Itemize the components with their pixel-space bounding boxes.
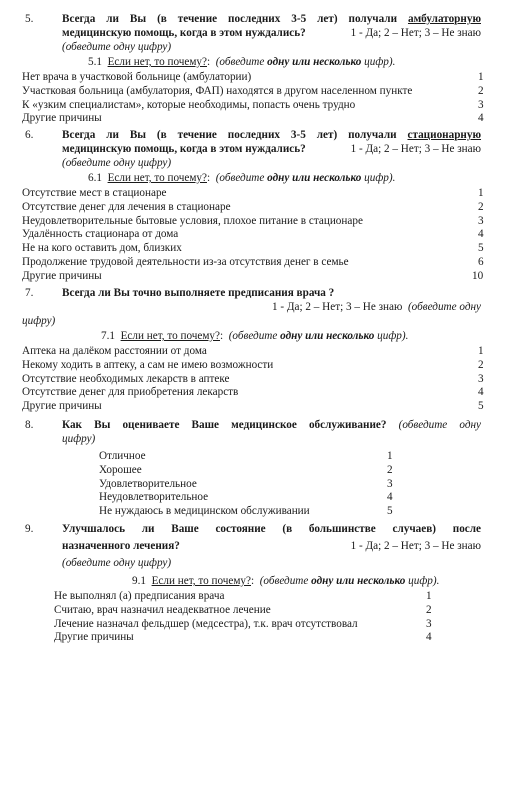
- list-item[interactable]: Нет врача в участковой больнице (амбулатории) 1: [22, 71, 484, 83]
- option-code[interactable]: 2: [478, 358, 484, 371]
- option-list: [0, 589, 507, 644]
- answer-choices: 1 - Да; 2 – Нет; 3 – Не знаю: [350, 143, 481, 155]
- instruction-hint: (обведите одну цифру): [62, 41, 172, 53]
- question-title: Всегда ли Вы (в течение последних 3-5 лет) получали стационарную: [62, 129, 482, 141]
- question-number: 8.: [25, 419, 34, 431]
- instruction-hint: (обведите одну цифру): [62, 557, 172, 569]
- list-item[interactable]: Считаю, врач назначил неадекватное лечение 2: [54, 603, 432, 616]
- option-code[interactable]: 5: [478, 242, 484, 255]
- option-code[interactable]: 3: [426, 617, 432, 630]
- list-item[interactable]: Отсутствие денег для лечения в стационаре 2: [22, 200, 484, 213]
- instruction-hint: (обведите одну: [407, 301, 481, 313]
- option-code[interactable]: 2: [387, 463, 393, 476]
- answer-choices: 1 - Да; 2 – Нет; 3 – Не знаю: [350, 27, 481, 39]
- subquestion-link: Если нет, то почему?: [107, 56, 207, 68]
- subquestion-link: Если нет, то почему?: [107, 172, 207, 184]
- list-item[interactable]: Другие причины 4: [22, 112, 484, 125]
- question-7: [0, 286, 507, 413]
- option-code[interactable]: 4: [478, 228, 484, 241]
- subquestion-link: Если нет, то почему?: [151, 575, 251, 587]
- subquestion-header: 5.1 Если нет, то почему?: (обведите одну или несколько цифр).: [88, 56, 396, 68]
- list-item[interactable]: Участковая больница (амбулатория, ФАП) находятся в другом населенном пункте 2: [22, 84, 484, 97]
- list-item[interactable]: Другие причины 4: [54, 631, 432, 644]
- option-code[interactable]: 10: [472, 269, 484, 282]
- list-item[interactable]: Некому ходить в аптеку, а сам не имею возможности 2: [22, 358, 484, 371]
- list-item[interactable]: Отсутствие необходимых лекарств в аптеке 3: [22, 372, 484, 385]
- question-title: Всегда ли Вы (в течение последних 3-5 лет) получали амбулаторную: [62, 13, 481, 25]
- option-list: [0, 344, 507, 413]
- subquestion-header: 6.1 Если нет, то почему?: (обведите одну или несколько цифр).: [88, 172, 396, 184]
- option-code[interactable]: 4: [478, 112, 484, 125]
- list-item[interactable]: Продолжение трудовой деятельности из-за отсутствия денег в семье 6: [22, 255, 484, 268]
- list-item[interactable]: Не нуждаюсь в медицинском обслуживании 5: [99, 505, 393, 518]
- option-code[interactable]: 1: [387, 450, 393, 462]
- option-code[interactable]: 5: [387, 505, 393, 518]
- question-title-cont: медицинскую помощь, когда в этом нуждались?: [62, 27, 306, 39]
- option-code[interactable]: 1: [478, 71, 484, 83]
- answer-choices: 1 - Да; 2 – Нет; 3 – Не знаю: [350, 540, 481, 552]
- question-number: 6.: [25, 129, 34, 141]
- question-number: 5.: [25, 13, 34, 25]
- option-list: [0, 186, 507, 283]
- instruction-hint: (обведите одну цифру): [62, 157, 172, 169]
- list-item[interactable]: К «узким специалистам», которые необходимы, попасть очень трудно 3: [22, 98, 484, 111]
- option-list: [0, 70, 507, 125]
- subquestion-header: 7.1 Если нет, то почему?: (обведите одну или несколько цифр).: [101, 330, 409, 342]
- list-item[interactable]: Неудовлетворительное 4: [99, 491, 393, 504]
- list-item[interactable]: Не выполнял (а) предписания врача 1: [54, 590, 432, 602]
- question-title: Всегда ли Вы точно выполняете предписания врача ?: [62, 287, 335, 299]
- subquestion-header: 9.1 Если нет, то почему?: (обведите одну или несколько цифр).: [132, 575, 440, 587]
- subquestion-link: Если нет, то почему?: [120, 330, 220, 342]
- option-code[interactable]: 4: [426, 631, 432, 644]
- option-code[interactable]: 1: [426, 590, 432, 602]
- question-8: [0, 418, 507, 518]
- instruction-hint: (обведите одну: [398, 419, 481, 431]
- list-item[interactable]: Отличное 1: [99, 450, 393, 462]
- question-5: [0, 12, 507, 125]
- option-code[interactable]: 3: [478, 372, 484, 385]
- option-code[interactable]: 3: [478, 214, 484, 227]
- option-code[interactable]: 3: [387, 477, 393, 490]
- question-title: Как Вы оцениваете Ваше медицинское обслуживание?: [62, 419, 387, 431]
- option-code[interactable]: 4: [478, 386, 484, 399]
- list-item[interactable]: Отсутствие мест в стационаре 1: [22, 187, 484, 199]
- instruction-hint-cont: цифру): [22, 315, 56, 327]
- list-item[interactable]: Неудовлетворительные бытовые условия, плохое питание в стационаре 3: [22, 214, 484, 227]
- list-item[interactable]: Другие причины 5: [22, 400, 484, 413]
- list-item[interactable]: Другие причины 10: [22, 269, 484, 282]
- option-code[interactable]: 2: [426, 603, 432, 616]
- question-title-cont: медицинскую помощь, когда в этом нуждались?: [62, 143, 306, 155]
- option-code[interactable]: 4: [387, 491, 393, 504]
- option-code[interactable]: 5: [478, 400, 484, 413]
- option-code[interactable]: 2: [478, 84, 484, 97]
- list-item[interactable]: Не на кого оставить дом, близких 5: [22, 242, 484, 255]
- list-item[interactable]: Удалённость стационара от дома 4: [22, 228, 484, 241]
- option-code[interactable]: 1: [478, 187, 484, 199]
- list-item[interactable]: Удовлетворительное 3: [99, 477, 393, 490]
- question-title: Улучшалось ли Ваше состояние (в большинстве случаев) после: [62, 523, 481, 535]
- answer-choices: 1 - Да; 2 – Нет; 3 – Не знаю: [271, 301, 403, 313]
- question-number: 7.: [25, 287, 34, 299]
- question-6: [0, 128, 507, 283]
- list-item[interactable]: Лечение назначал фельдшер (медсестра), т.к. врач отсутствовал 3: [54, 617, 432, 630]
- instruction-hint-cont: цифру): [62, 433, 96, 445]
- option-code[interactable]: 6: [478, 255, 484, 268]
- option-code[interactable]: 1: [478, 345, 484, 357]
- list-item[interactable]: Аптека на далёком расстоянии от дома 1: [22, 345, 484, 357]
- option-code[interactable]: 3: [478, 98, 484, 111]
- option-list: [0, 449, 507, 518]
- option-code[interactable]: 2: [478, 200, 484, 213]
- list-item[interactable]: Хорошее 2: [99, 463, 393, 476]
- question-number: 9.: [25, 523, 34, 535]
- list-item[interactable]: Отсутствие денег для приобретения лекарств 4: [22, 386, 484, 399]
- question-9: [0, 522, 507, 644]
- question-title-cont: назначенного лечения?: [62, 540, 180, 552]
